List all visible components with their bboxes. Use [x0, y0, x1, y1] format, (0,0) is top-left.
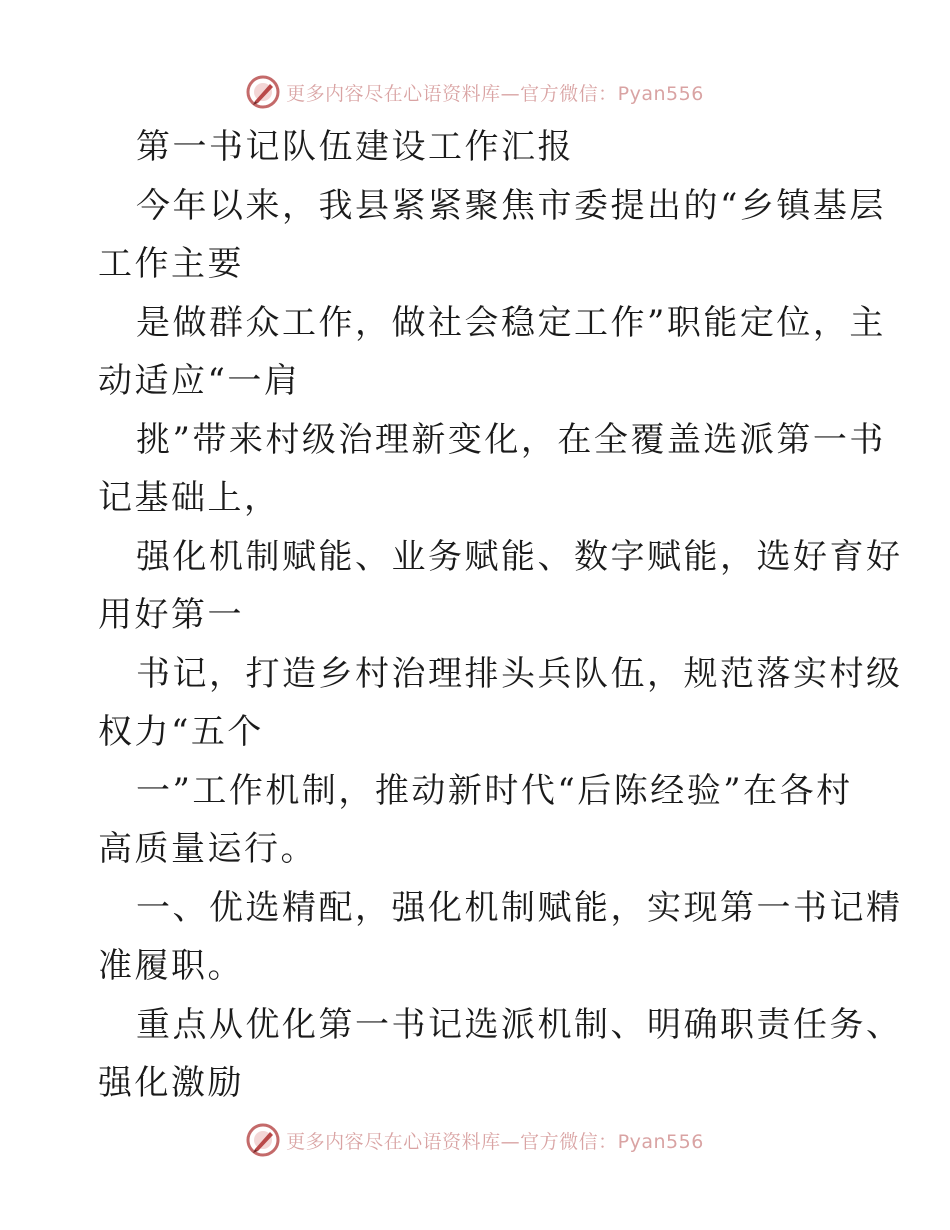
watermark-text: 更多内容尽在心语资料库—官方微信：Pyan556: [286, 82, 704, 105]
paragraph-line: 高质量运行。: [98, 829, 317, 869]
paragraph-line: 用好第一: [98, 595, 244, 635]
paragraph-line: 重点从优化第一书记选派机制、明确职责任务、: [136, 1004, 903, 1045]
paragraph-line: 书记，打造乡村治理排头兵队伍，规范落实村级: [136, 653, 903, 694]
paragraph-line: 记基础上，: [98, 478, 281, 518]
section-heading: 准履职。: [98, 946, 244, 986]
paragraph-line: 一”工作机制，推动新时代“后陈经验”在各村: [136, 770, 853, 811]
pen-logo-icon: [246, 1123, 280, 1157]
watermark-text: 更多内容尽在心语资料库—官方微信：Pyan556: [286, 1130, 704, 1153]
paragraph-line: 今年以来，我县紧紧聚焦市委提出的“乡镇基层: [136, 185, 886, 226]
paragraph-line: 权力“五个: [98, 712, 264, 752]
paragraph-line: 强化机制赋能、业务赋能、数字赋能，选好育好: [136, 536, 903, 577]
header-watermark: [0, 70, 950, 114]
paragraph-line: 工作主要: [98, 244, 244, 284]
footer-watermark: [0, 1118, 950, 1162]
paragraph-line: 强化激励: [98, 1063, 244, 1103]
paragraph-line: 动适应“一肩: [98, 361, 301, 401]
paragraph-line: 是做群众工作，做社会稳定工作”职能定位，主: [136, 302, 886, 343]
document-title: 第一书记队伍建设工作汇报: [136, 127, 574, 167]
section-heading: 一、优选精配，强化机制赋能，实现第一书记精: [136, 887, 903, 928]
paragraph-line: 挑”带来村级治理新变化，在全覆盖选派第一书: [136, 419, 886, 460]
pen-logo-icon: [246, 75, 280, 109]
document-body: [98, 118, 903, 1113]
